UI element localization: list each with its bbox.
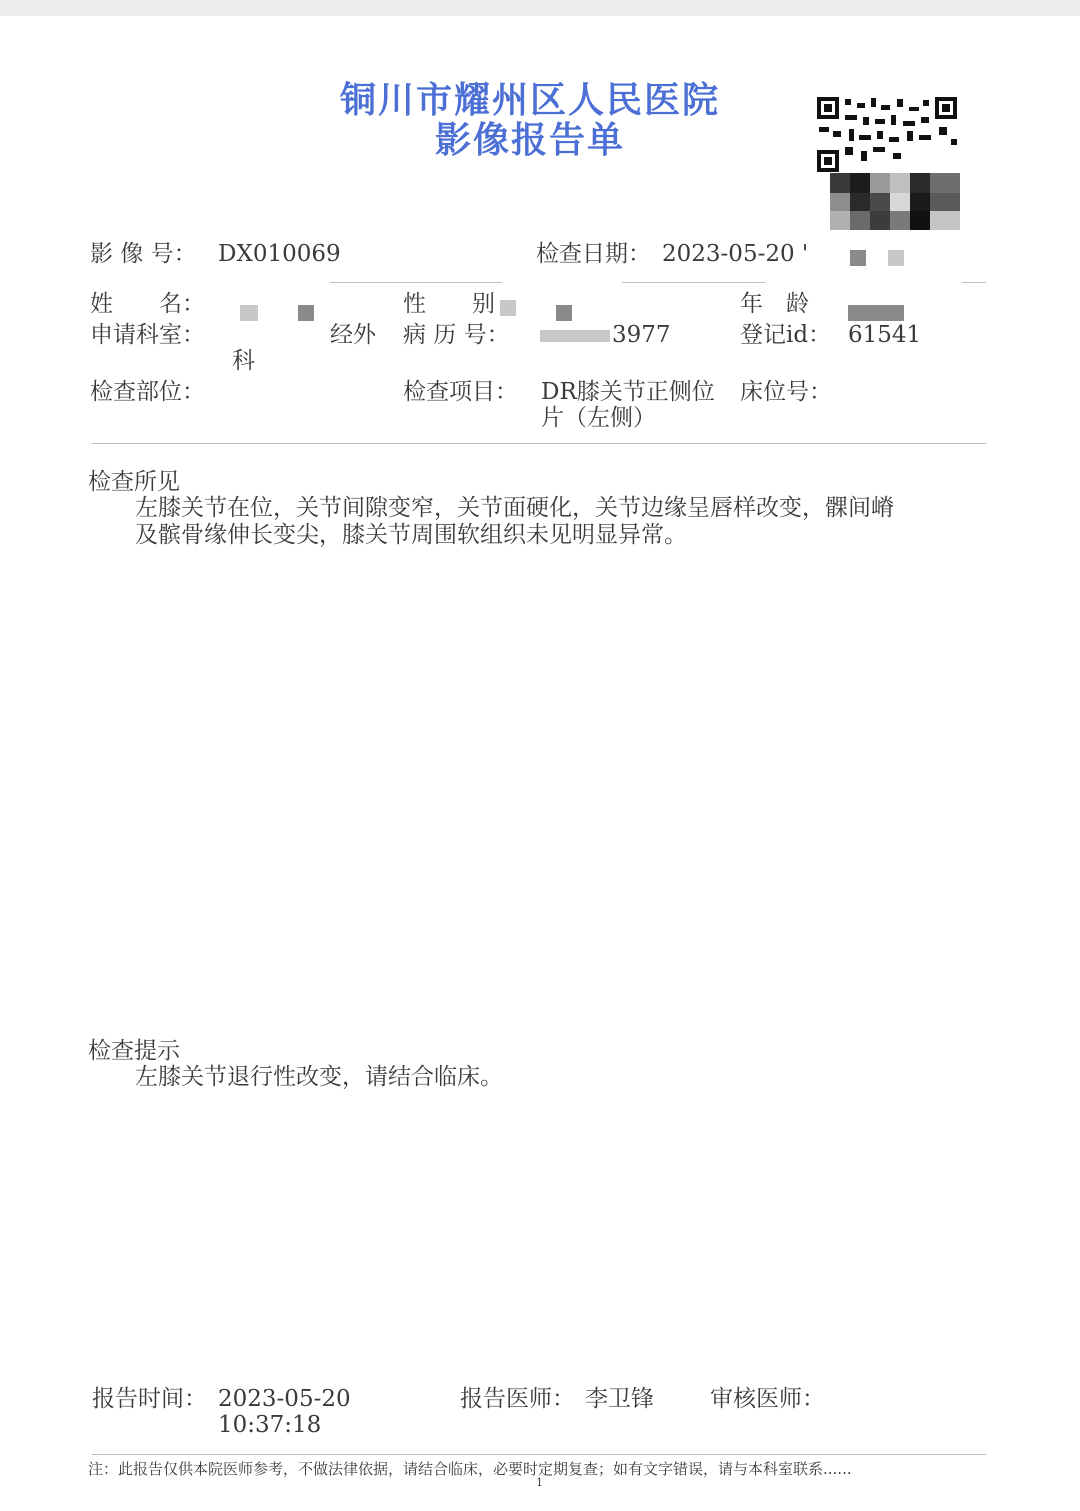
doctor-label: 报告医师：: [460, 1386, 575, 1412]
exam-item-value: DR膝关节正侧位: [541, 379, 715, 405]
report-title: 影像报告单: [434, 119, 625, 161]
redacted-block: [888, 250, 904, 266]
image-no-label: 影 像 号：: [90, 241, 197, 267]
underline: [330, 282, 502, 283]
qr-code-icon: [815, 95, 960, 230]
exam-part-label: 检查部位：: [90, 379, 205, 405]
findings-body: 左膝关节在位，关节间隙变窄，关节面硬化，关节边缘呈唇样改变，髁间嵴 及髌骨缘伸长变尖，膝关节周围软组织未见明显异常。: [135, 495, 894, 548]
redacted-block: [850, 250, 866, 266]
disclaimer-note: 注：此报告仅供本院医师参考，不做法律依据，请结合临床，必要时定期复查；如有文字错误，请与本科室联系......: [88, 1460, 852, 1478]
report-time-label: 报告时间：: [92, 1386, 207, 1412]
impression-body: 左膝关节退行性改变，请结合临床。: [135, 1064, 503, 1090]
dept-label: 申请科室：: [90, 322, 205, 348]
report-clock: 10:37:18: [218, 1412, 322, 1438]
exam-date-value: 2023-05-20 ': [662, 241, 809, 267]
redacted-name: [298, 305, 314, 321]
report-date: 2023-05-20: [218, 1386, 351, 1412]
dept-value-line2: 科: [232, 348, 255, 374]
underline: [962, 282, 986, 283]
underline: [622, 282, 765, 283]
hospital-name: 铜川市耀州区人民医院: [339, 79, 720, 121]
header-divider: [92, 443, 986, 444]
age-label: 年 龄: [740, 291, 809, 317]
doctor-name: 李卫锋: [585, 1386, 654, 1412]
sex-label: 性 别: [403, 291, 495, 317]
reg-id-label: 登记id：: [740, 322, 832, 348]
dept-value: 经外: [330, 322, 376, 348]
impression-title: 检查提示: [88, 1038, 180, 1064]
redacted-age: [848, 305, 904, 321]
image-no-value: DX010069: [218, 241, 341, 267]
exam-item-label: 检查项目：: [403, 379, 518, 405]
reviewer-label: 审核医师：: [710, 1386, 825, 1412]
footer-divider: [92, 1454, 986, 1455]
bed-no-label: 床位号：: [740, 379, 832, 405]
redacted-sex: [500, 300, 516, 316]
exam-item-value-line2: 片（左侧）: [541, 405, 656, 431]
top-bar: [0, 0, 1080, 16]
record-no-label: 病 历 号：: [403, 322, 510, 348]
record-no-value: 3977: [612, 322, 671, 348]
redacted-sex: [556, 305, 572, 321]
page-number: 1: [536, 1476, 543, 1489]
redacted-name: [240, 305, 258, 321]
reg-id-value: 61541: [848, 322, 922, 348]
exam-date-label: 检查日期：: [536, 241, 651, 267]
name-label: 姓 名：: [90, 291, 205, 317]
redacted-record-no: [540, 330, 610, 342]
findings-title: 检查所见: [88, 469, 180, 495]
